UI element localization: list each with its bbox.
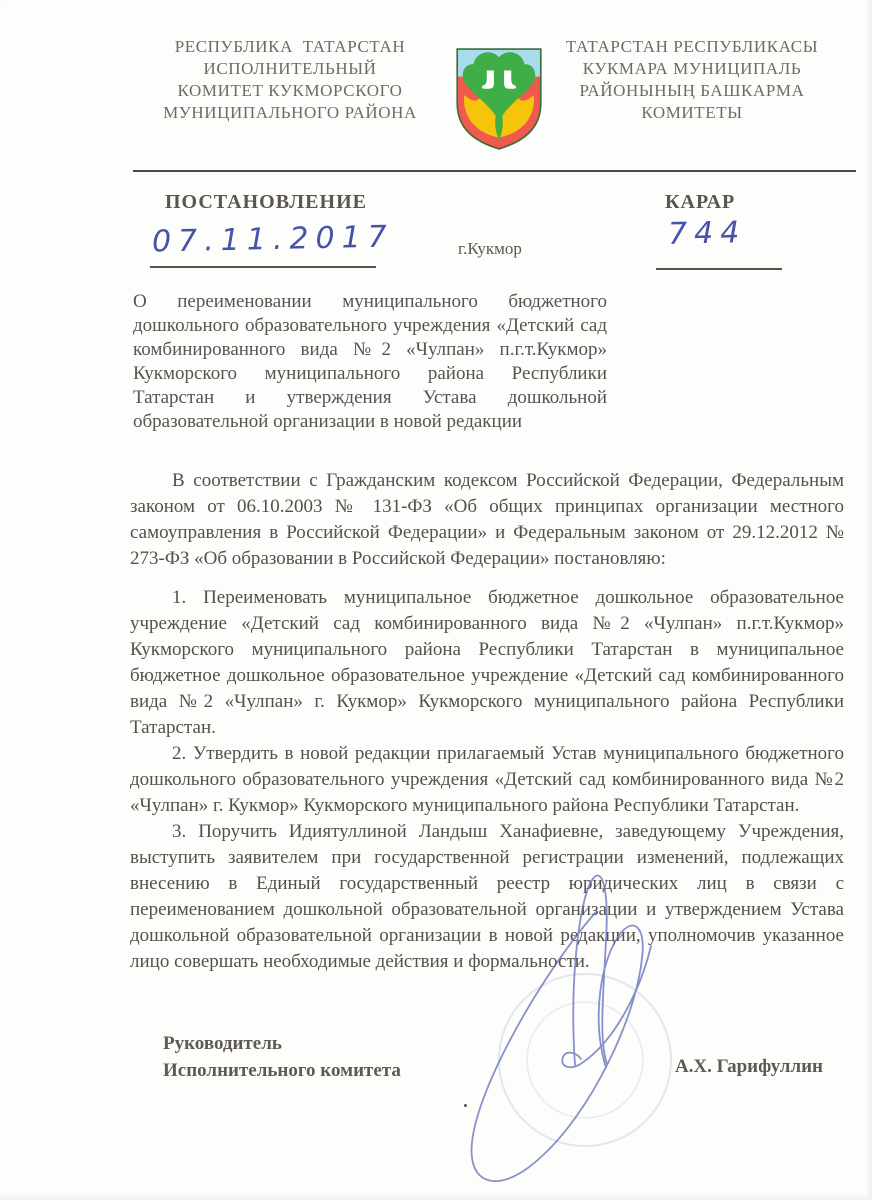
body-paragraph-item-3: 3. Поручить Идиятуллиной Ландыш Ханафиевне, заведующему Учреждения, выступить заявителем при государственной регистрации изменений, подлежащих внесению в Единый государственный реестр юридических лиц в связи с переименованием дошкольной образовательной организации и утверждением Устава дошкольной образовательной организации в новой редакции, уполномочив указанное лицо совершать необходимые действия и формальности. xyxy=(130,821,844,972)
header-line: РАЙОНЫНЫҢ БАШКАРМА xyxy=(579,81,805,100)
document-body xyxy=(130,468,844,975)
scan-artifact-dot xyxy=(464,1104,467,1107)
header-line: ТАТАРСТАН РЕСПУБЛИКАСЫ xyxy=(565,37,819,56)
header-line: КУКМАРА МУНИЦИПАЛЬ xyxy=(582,59,802,78)
doc-type-tatar: КАРАР xyxy=(665,191,736,213)
header-line: КОМИТЕТ КУКМОРСКОГО xyxy=(177,81,403,100)
doc-type-russian: ПОСТАНОВЛЕНИЕ xyxy=(165,191,367,213)
document-title: О переименовании муниципального бюджетного дошкольного образовательного учреждения «Детский сад комбинированного вида №2 «Чулпан» п.г.т.Кукмор» Кукморского муниципального района Республики Татарстан и утверждения Устава дошкольной образовательной организации в новой редакции xyxy=(133,291,607,432)
signature-block xyxy=(163,1030,823,1084)
signer-position-line: Исполнительного комитета xyxy=(163,1060,401,1081)
signer-name: А.Х. Гарифуллин xyxy=(674,1056,823,1077)
place-label: г.Кукмор xyxy=(458,239,522,258)
header-org-tatar xyxy=(523,36,861,124)
signer-position xyxy=(163,1030,401,1084)
body-paragraph-item-1: 1. Переименовать муниципальное бюджетное дошкольное образовательное учреждение «Детский сад комбинированного вида №2 «Чулпан» п.г.т.Кукмор» Кукморского муниципального района Республики Татарстан в муниципальное бюджетное дошкольное образовательное учреждение «Детский сад комбинированного вида №2 «Чулпан» г. Кукмор» Кукморского муниципального района Республики Татарстан. xyxy=(130,587,844,738)
body-paragraph-preamble: В соответствии с Гражданским кодексом Российской Федерации, Федеральным законом от 06.10.2003 № 131-ФЗ «Об общих принципах организации местного самоуправления в Российской Федерации» и Федеральным законом от 29.12.2012 № 273-ФЗ «Об образовании в Российской Федерации» постановляю: xyxy=(130,470,844,569)
header-line: ИСПОЛНИТЕЛЬНЫЙ xyxy=(203,59,377,78)
body-paragraph-item-2: 2. Утвердить в новой редакции прилагаемый Устав муниципального бюджетного дошкольного образовательного учреждения «Детский сад комбинированного вида №2 «Чулпан» г. Кукмор» Кукморского муниципального района Республики Татарстан. xyxy=(130,743,844,816)
signer-position-line: Руководитель xyxy=(163,1033,282,1054)
header-divider-line xyxy=(133,170,856,172)
header-line: РЕСПУБЛИКА ТАТАРСТАН xyxy=(174,37,406,56)
handwritten-number: 744 xyxy=(667,215,747,252)
handwritten-date: 07.11.2017 xyxy=(151,219,395,260)
header-org-russian xyxy=(123,36,457,124)
number-underline xyxy=(656,268,782,270)
header-line: МУНИЦИПАЛЬНОГО РАЙОНА xyxy=(163,103,417,122)
header-line: КОМИТЕТЫ xyxy=(641,103,743,122)
date-underline xyxy=(150,266,376,268)
